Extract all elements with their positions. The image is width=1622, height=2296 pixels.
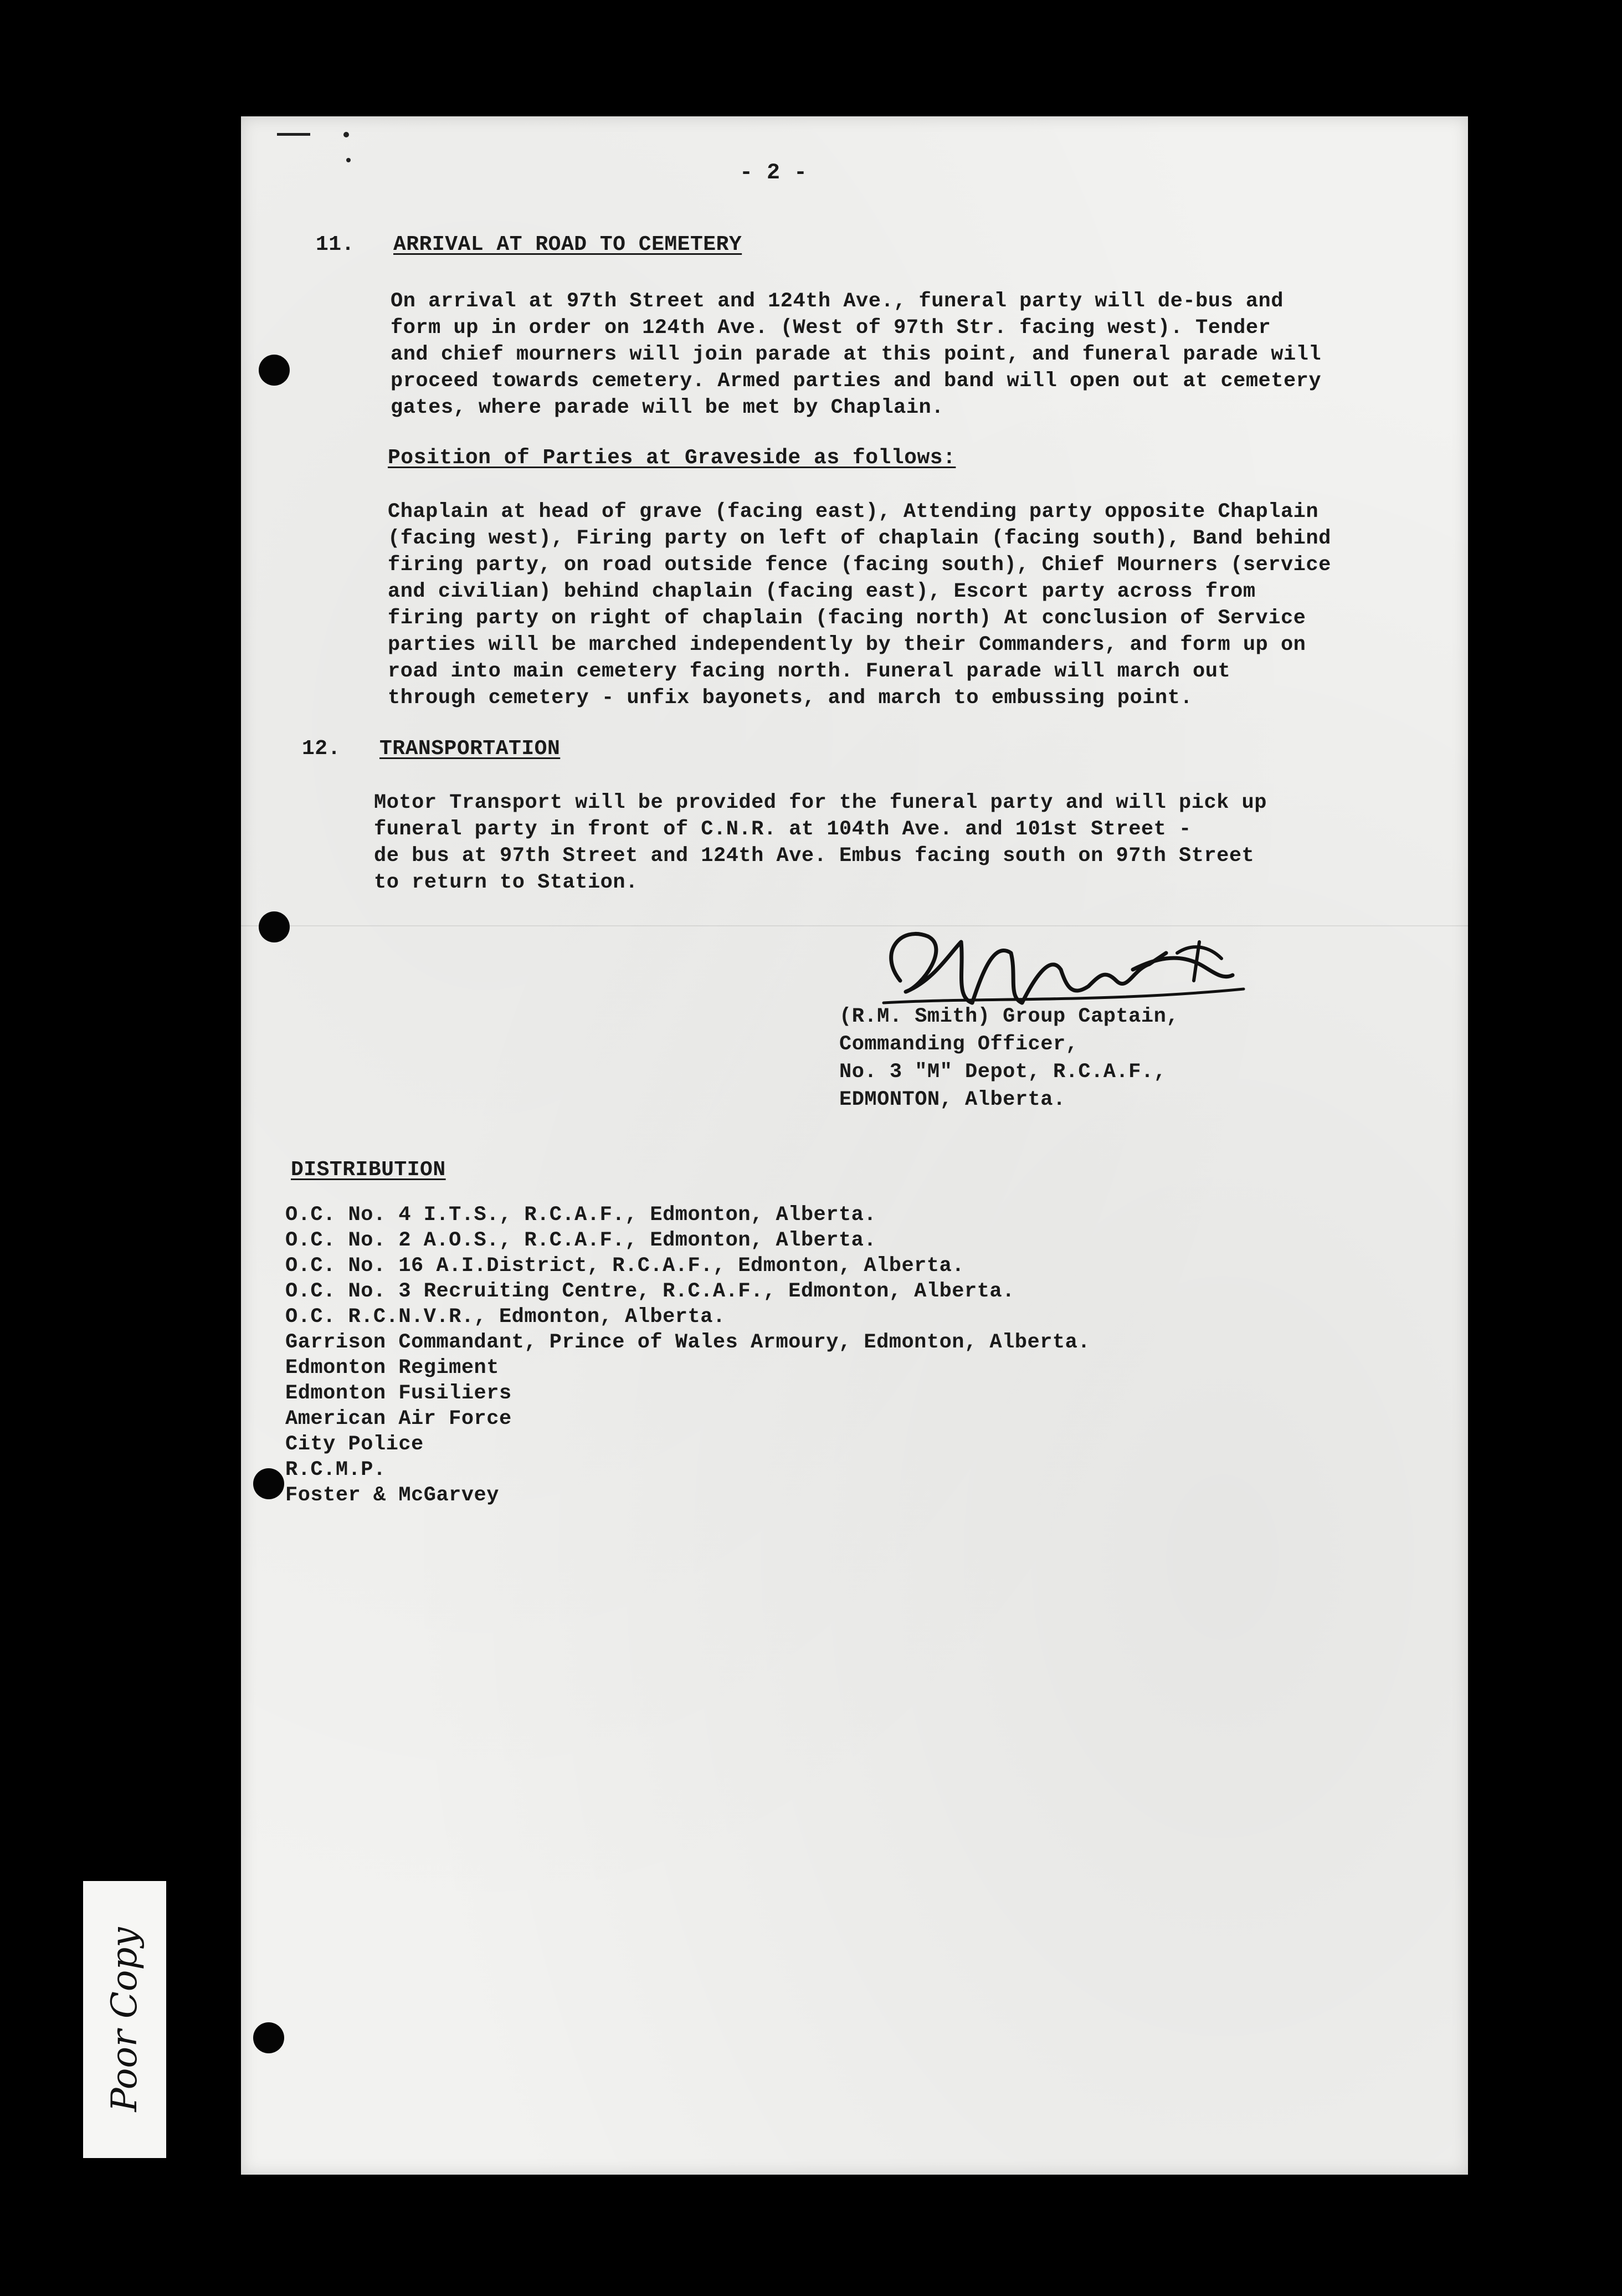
punch-hole [253,2022,284,2053]
distribution-heading: DISTRIBUTION [291,1158,446,1182]
distribution-item: American Air Force [285,1407,512,1431]
punch-hole [259,911,290,942]
punch-hole [253,1468,284,1499]
punch-hole [259,355,290,386]
stray-mark [346,158,351,162]
section-body: Motor Transport will be provided for the funeral party and will pick up funeral party in front of C.N.R. at 104th Ave. and 101st Street - de bus at 97th Street and 124th Ave. Embus facing south on 97th Street to return to Station. [374,791,1267,894]
document-page [241,116,1468,2175]
distribution-item: Edmonton Regiment [285,1356,499,1380]
signatory-unit: No. 3 "M" Depot, R.C.A.F., [839,1060,1167,1084]
distribution-item: O.C. No. 16 A.I.District, R.C.A.F., Edmonton, Alberta. [285,1254,964,1278]
signatory-location: EDMONTON, Alberta. [839,1088,1066,1111]
poor-copy-text: Poor Copy [104,1927,145,2112]
section-heading: TRANSPORTATION [379,737,561,761]
signatory-title: Commanding Officer, [839,1033,1079,1056]
distribution-item: O.C. R.C.N.V.R., Edmonton, Alberta. [285,1305,726,1329]
distribution-item: Garrison Commandant, Prince of Wales Armoury, Edmonton, Alberta. [285,1331,1091,1354]
section-subbody: Chaplain at head of grave (facing east), Attending party opposite Chaplain (facing west), Firing party on left of chaplain (facing south), Band behind firing party, on road outside fence (facing south), Chief Mourners (service and civilian) behind chaplain (facing east), Escort party across from firing party on right of chaplain (facing north) At conclusion of Service parties will be marched independently by their Commanders, and form up on road into main cemetery facing north. Funeral parade will march out through cemetery - unfix bayonets, and march to embussing point. [388,500,1331,710]
section-subheading: Position of Parties at Graveside as follows: [388,446,956,470]
section-number: 11. [316,233,355,257]
distribution-list [285,1202,1090,1508]
stray-mark [277,133,310,136]
distribution-item: O.C. No. 3 Recruiting Centre, R.C.A.F., Edmonton, Alberta. [285,1280,1015,1303]
page-number: - 2 - [740,161,808,186]
distribution-item: City Police [285,1433,424,1456]
distribution-item: Foster & McGarvey [285,1484,499,1507]
fold-line [241,925,1468,926]
section-body: On arrival at 97th Street and 124th Ave., funeral party will de-bus and form up in order on 124th Ave. (West of 97th Str. facing west). Tender and chief mourners will join parade at this point, and funeral parade will proceed towards cemetery. Armed parties and band will open out at cemetery gates, where parade will be met by Chaplain. [391,290,1322,419]
signature-block [839,1003,1179,1114]
distribution-item: R.C.M.P. [285,1458,386,1482]
distribution-item: Edmonton Fusiliers [285,1382,512,1405]
distribution-item: O.C. No. 4 I.T.S., R.C.A.F., Edmonton, Alberta. [285,1203,877,1227]
distribution-item: O.C. No. 2 A.O.S., R.C.A.F., Edmonton, Alberta. [285,1229,877,1252]
signatory-name: (R.M. Smith) Group Captain, [839,1005,1179,1028]
stray-mark [343,132,349,137]
section-number: 12. [302,737,341,761]
poor-copy-label [83,1881,166,2158]
section-heading: ARRIVAL AT ROAD TO CEMETERY [393,233,742,257]
